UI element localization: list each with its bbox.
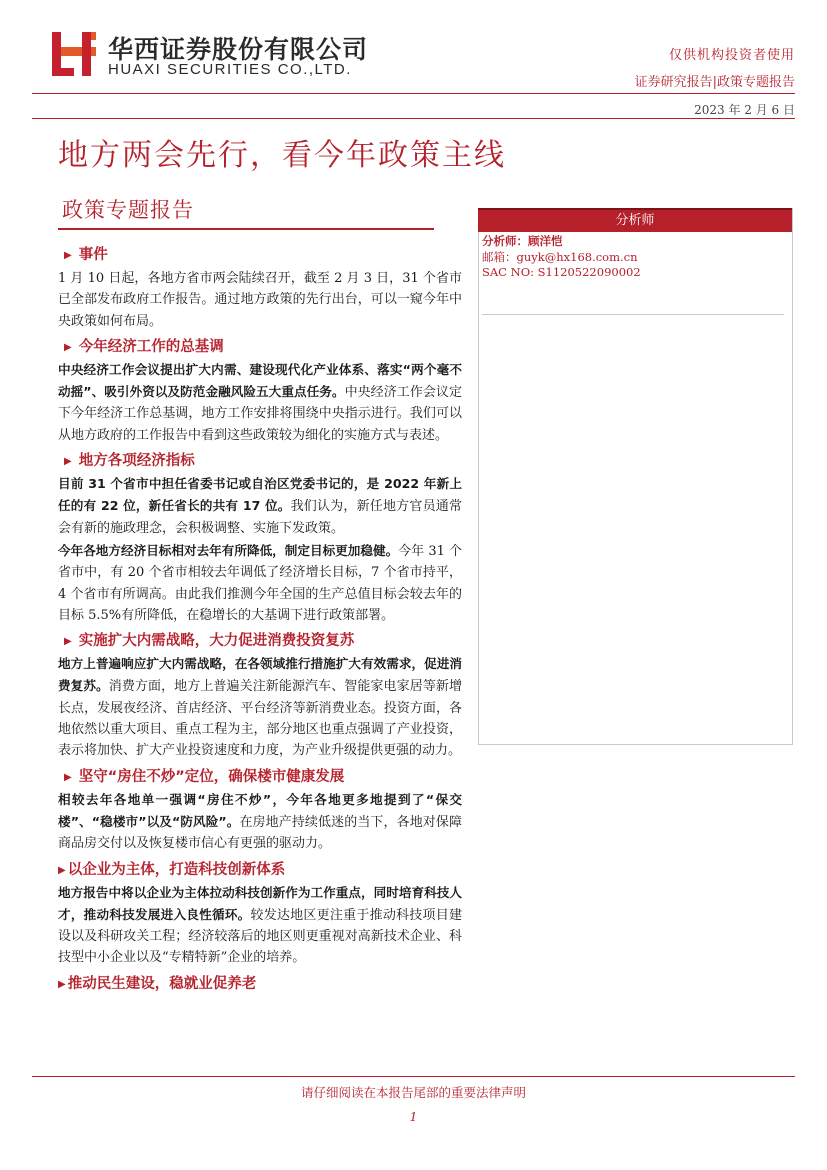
triangle-right-icon: ▶ bbox=[64, 771, 72, 783]
paragraph: 地方报告中将以企业为主体拉动科技创新作为工作重点，同时培育科技人才，推动科技发展进入良性循环。较发达地区更注重于推动科技项目建设以及科研攻关工程；经济较落后的地区则更重视对高新技术企业、科技型中小企业以及“专精特新”企业的培养。 bbox=[58, 884, 462, 966]
analyst-email[interactable]: 邮箱：guyk@hx168.com.cn bbox=[482, 249, 638, 264]
analyst-divider bbox=[482, 314, 784, 315]
section-heading: ▶ 事件 bbox=[58, 244, 462, 267]
report-type: 证券研究报告|政策专题报告 bbox=[634, 75, 795, 90]
header-rule bbox=[32, 93, 795, 94]
analyst-sac: SAC NO: S1120522090002 bbox=[482, 265, 641, 279]
section-heading: ▶ 今年经济工作的总基调 bbox=[58, 336, 462, 359]
footer-rule bbox=[32, 1076, 795, 1077]
report-subtitle: 政策专题报告 bbox=[62, 198, 194, 222]
analyst-info bbox=[482, 234, 641, 281]
report-date: 2023 年 2 月 6 日 bbox=[694, 103, 795, 117]
audience-note: 仅供机构投资者使用 bbox=[668, 48, 795, 63]
triangle-right-icon: ▶ bbox=[64, 456, 72, 468]
triangle-right-icon: ▶ bbox=[64, 636, 72, 648]
analyst-name: 分析师：顾洋恺 bbox=[482, 234, 563, 248]
huaxi-logo-icon bbox=[52, 32, 96, 76]
section-heading: ▶ 坚守“房住不炒”定位，确保楼市健康发展 bbox=[58, 766, 462, 789]
analyst-panel-header: 分析师 bbox=[478, 208, 792, 232]
section-heading: ▶ 地方各项经济指标 bbox=[58, 450, 462, 473]
section-heading: ▶ 以企业为主体，打造科技创新体系 bbox=[58, 859, 462, 882]
analyst-panel-header-wrap bbox=[478, 208, 792, 232]
paragraph: 今年各地方经济目标相对去年有所降低，制定目标更加稳健。今年 31 个省市中，有 20 个省市相较去年调低了经济增长目标，7 个省市持平，4 个省市有所调高。由此我们推测今年全国的生产总值目标会较去年的目标 5.5%有所降低，在稳增长的大基调下进行政策部署。 bbox=[58, 542, 462, 623]
paragraph: 地方上普遍响应扩大内需战略，在各领域推行措施扩大有效需求，促进消费复苏。消费方面，地方上普遍关注新能源汽车、智能家电家居等新增长点，发展夜经济、首店经济、平台经济等新消费业态。投资方面，各地依然以重大项目、重点工程为主，部分地区也重点强调了产业投资，表示将加快、扩大产业投资速度和力度，为产业升级提供更强的动力。 bbox=[58, 656, 462, 759]
company-name-en: HUAXI SECURITIES CO.,LTD. bbox=[108, 61, 352, 78]
triangle-right-icon: ▶ bbox=[58, 864, 66, 876]
triangle-right-icon: ▶ bbox=[64, 250, 72, 261]
triangle-right-icon: ▶ bbox=[58, 978, 66, 990]
date-rule bbox=[32, 118, 795, 119]
section-heading: ▶ 推动民生建设，稳就业促养老 bbox=[58, 973, 462, 996]
report-title: 地方两会先行，看今年政策主线 bbox=[58, 138, 506, 173]
legal-notice: 请仔细阅读在本报告尾部的重要法律声明 bbox=[300, 1085, 526, 1100]
company-name-cn: 华西证券股份有限公司 bbox=[108, 35, 369, 64]
paragraph: 中央经济工作会议提出扩大内需、建设现代化产业体系、落实“两个毫不动摇”、吸引外资以及防范金融风险五大重点任务。中央经济工作会议定下今年经济工作总基调，地方工作安排将围绕中央指示进行。我们可以从地方政府的工作报告中看到这些政策较为细化的实施方式与表述。 bbox=[58, 361, 462, 443]
analyst-panel bbox=[478, 208, 793, 745]
paragraph: 1 月 10 日起，各地方省市两会陆续召开，截至 2 月 3 日，31 个省市已全部发布政府工作报告。通过地方政策的先行出台，可以一窥今年中央政策如何布局。 bbox=[58, 271, 462, 329]
paragraph: 相较去年各地单一强调“房住不炒”，今年各地更多地提到了“保交楼”、“稳楼市”以及“防风险”。在房地产持续低迷的当下，各地对保障商品房交付以及恢复楼市信心有更强的驱动力。 bbox=[58, 791, 462, 852]
report-body bbox=[58, 244, 462, 996]
paragraph: 目前 31 个省市中担任省委书记或自治区党委书记的，是 2022 年新上任的有 22 位，新任省长的共有 17 位。我们认为，新任地方官员通常会有新的施政理念，会积极调整、实施下发政策。 bbox=[58, 476, 462, 536]
section-heading: ▶ 实施扩大内需战略，大力促进消费投资复苏 bbox=[58, 630, 462, 653]
triangle-right-icon: ▶ bbox=[64, 341, 72, 353]
page-number: 1 bbox=[409, 1110, 418, 1124]
subtitle-rule bbox=[58, 228, 434, 230]
